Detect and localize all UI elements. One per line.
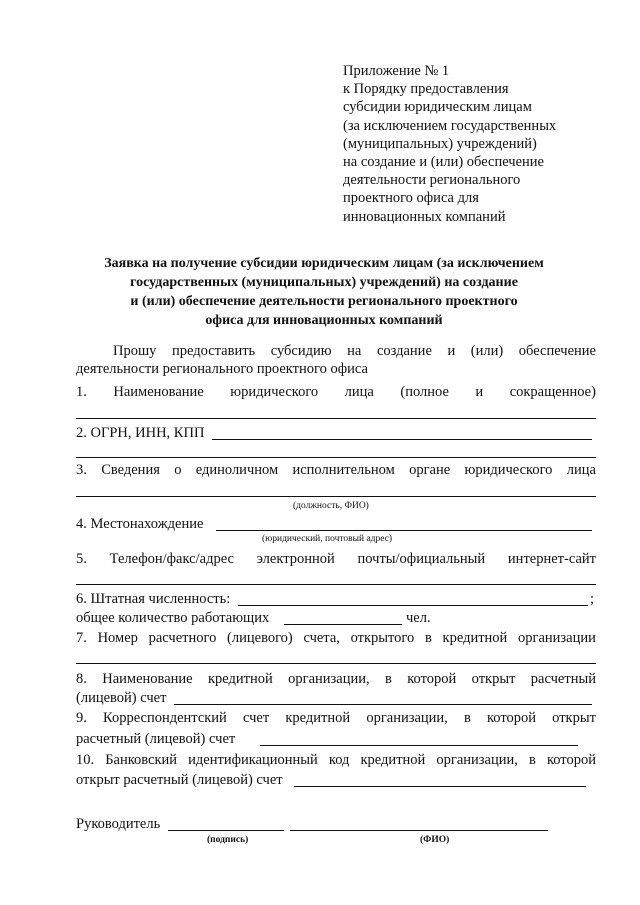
word: 7. [76, 630, 87, 646]
title-line: Заявка на получение субсидии юридическим лицам (за исключением [104, 256, 544, 271]
word: открытого [350, 630, 415, 646]
word: (или) [470, 343, 504, 359]
word: организации, [366, 710, 448, 726]
word: которой [546, 752, 596, 768]
word: которой [486, 710, 536, 726]
word: кредитной [442, 630, 508, 646]
item-3-field[interactable] [76, 496, 596, 497]
word: открыт [471, 671, 516, 687]
word: о [174, 462, 182, 478]
word: (полное [400, 384, 449, 400]
word: в [463, 710, 471, 726]
word: почты/официальный [357, 551, 486, 567]
word: организации, [436, 752, 518, 768]
word: расчетный [530, 671, 596, 687]
word: единоличном [195, 462, 279, 478]
item-3-label [76, 461, 596, 479]
item-5-label [76, 550, 596, 568]
word: Прошу [113, 343, 157, 359]
appendix-line: субсидии юридическим лицам [343, 99, 532, 116]
title-line: и (или) обеспечение деятельности регионального проектного [130, 294, 518, 309]
word: на [347, 343, 362, 359]
word: в [424, 630, 432, 646]
item-2-label: 2. ОГРН, ИНН, КПП [76, 425, 205, 441]
word: юридического [230, 384, 319, 400]
word: и [447, 343, 456, 359]
signature-label: Руководитель [76, 816, 161, 832]
word: 8. [76, 671, 87, 687]
word: организации [518, 630, 596, 646]
word: код [328, 752, 350, 768]
word: лица [344, 384, 374, 400]
item-3-caption: (должность, ФИО) [293, 501, 369, 511]
word: (лицевого) [227, 630, 293, 646]
word: сокращенное) [509, 384, 596, 400]
appendix-line: к Порядку предоставления [343, 81, 509, 98]
word: 5. [76, 551, 87, 567]
word: 10. [76, 752, 95, 768]
word: органе [409, 462, 451, 478]
word: исполнительном [292, 462, 395, 478]
item-6-unit: чел. [406, 610, 431, 626]
word: счет [242, 710, 270, 726]
word: кредитной [285, 710, 351, 726]
item-10-label [76, 751, 596, 769]
word: Сведения [101, 462, 160, 478]
title-line: офиса для инновационных компаний [205, 313, 443, 328]
word: предоставить [171, 343, 256, 359]
title-line: государственных (муниципальных) учреждений) на создание [130, 275, 518, 290]
appendix-header [343, 62, 603, 226]
word: в [528, 752, 536, 768]
word: Номер [97, 630, 138, 646]
word: Наименование [113, 384, 204, 400]
word: идентификационный [188, 752, 318, 768]
item-4-caption: (юридический, почтовый адрес) [262, 534, 393, 544]
signature-sign-caption: (подпись) [207, 835, 249, 845]
item-6-total-label: общее количество работающих [76, 610, 270, 626]
word: 9. [76, 710, 87, 726]
item-4-field[interactable] [216, 530, 592, 531]
appendix-line: (муниципальных) учреждений) [343, 135, 537, 152]
word: которой [407, 671, 457, 687]
word: электронной [256, 551, 335, 567]
word: 3. [76, 462, 87, 478]
item-2-field[interactable] [212, 439, 592, 440]
signature-name-caption: (ФИО) [420, 835, 450, 845]
appendix-line: инновационных компаний [343, 208, 506, 225]
word: лица [566, 462, 596, 478]
word: Телефон/факс/адрес [109, 551, 234, 567]
word: расчетного [148, 630, 217, 646]
item-9-label [76, 709, 596, 727]
appendix-line: (за исключением государственных [343, 117, 557, 134]
item-6-total-field[interactable] [284, 624, 402, 625]
item-6-semicolon: ; [590, 591, 595, 607]
item-9-label-2: расчетный (лицевой) счет [76, 731, 236, 747]
item-1-field[interactable] [76, 418, 596, 419]
word: Наименование [102, 671, 193, 687]
word: кредитной [207, 671, 273, 687]
appendix-line: Приложение № 1 [343, 63, 450, 79]
appendix-line: на создание и (или) обеспечение [343, 154, 544, 171]
item-7-field[interactable] [76, 663, 596, 664]
word: субсидию [270, 343, 332, 359]
word: открыт [552, 710, 596, 726]
word: организации, [288, 671, 370, 687]
application-title [70, 254, 578, 330]
appendix-line: деятельности регионального [343, 172, 521, 189]
word: обеспечение [518, 343, 596, 359]
item-8-label-2: (лицевой) счет [76, 690, 167, 706]
intro-line-2: деятельности регионального проектного офиса [76, 361, 368, 377]
item-5-field[interactable] [76, 584, 596, 585]
item-9-field[interactable] [260, 745, 578, 746]
word: кредитной [360, 752, 426, 768]
item-6-staff-field[interactable] [238, 605, 588, 606]
word: и [475, 384, 484, 400]
item-10-label-2: открыт расчетный (лицевой) счет [76, 772, 283, 788]
word: интернет-сайт [507, 551, 596, 567]
item-10-field[interactable] [294, 786, 586, 787]
item-6-label: 6. Штатная численность: [76, 591, 231, 607]
item-2-field-extra[interactable] [76, 457, 596, 458]
word: создание [376, 343, 432, 359]
signature-name-field[interactable] [290, 830, 548, 831]
item-8-label [76, 670, 596, 688]
signature-sign-field[interactable] [168, 830, 284, 831]
item-8-field[interactable] [174, 704, 592, 705]
word: Банковский [105, 752, 178, 768]
item-4-label: 4. Местонахождение [76, 516, 204, 532]
item-1-label [76, 383, 596, 401]
word: Корреспондентский [103, 710, 227, 726]
word: юридического [464, 462, 553, 478]
word: в [385, 671, 392, 687]
appendix-line: проектного офиса для [343, 190, 479, 207]
word: счета, [303, 630, 340, 646]
word: 1. [76, 384, 87, 400]
intro-line-1 [113, 342, 596, 360]
item-7-label [76, 629, 596, 647]
